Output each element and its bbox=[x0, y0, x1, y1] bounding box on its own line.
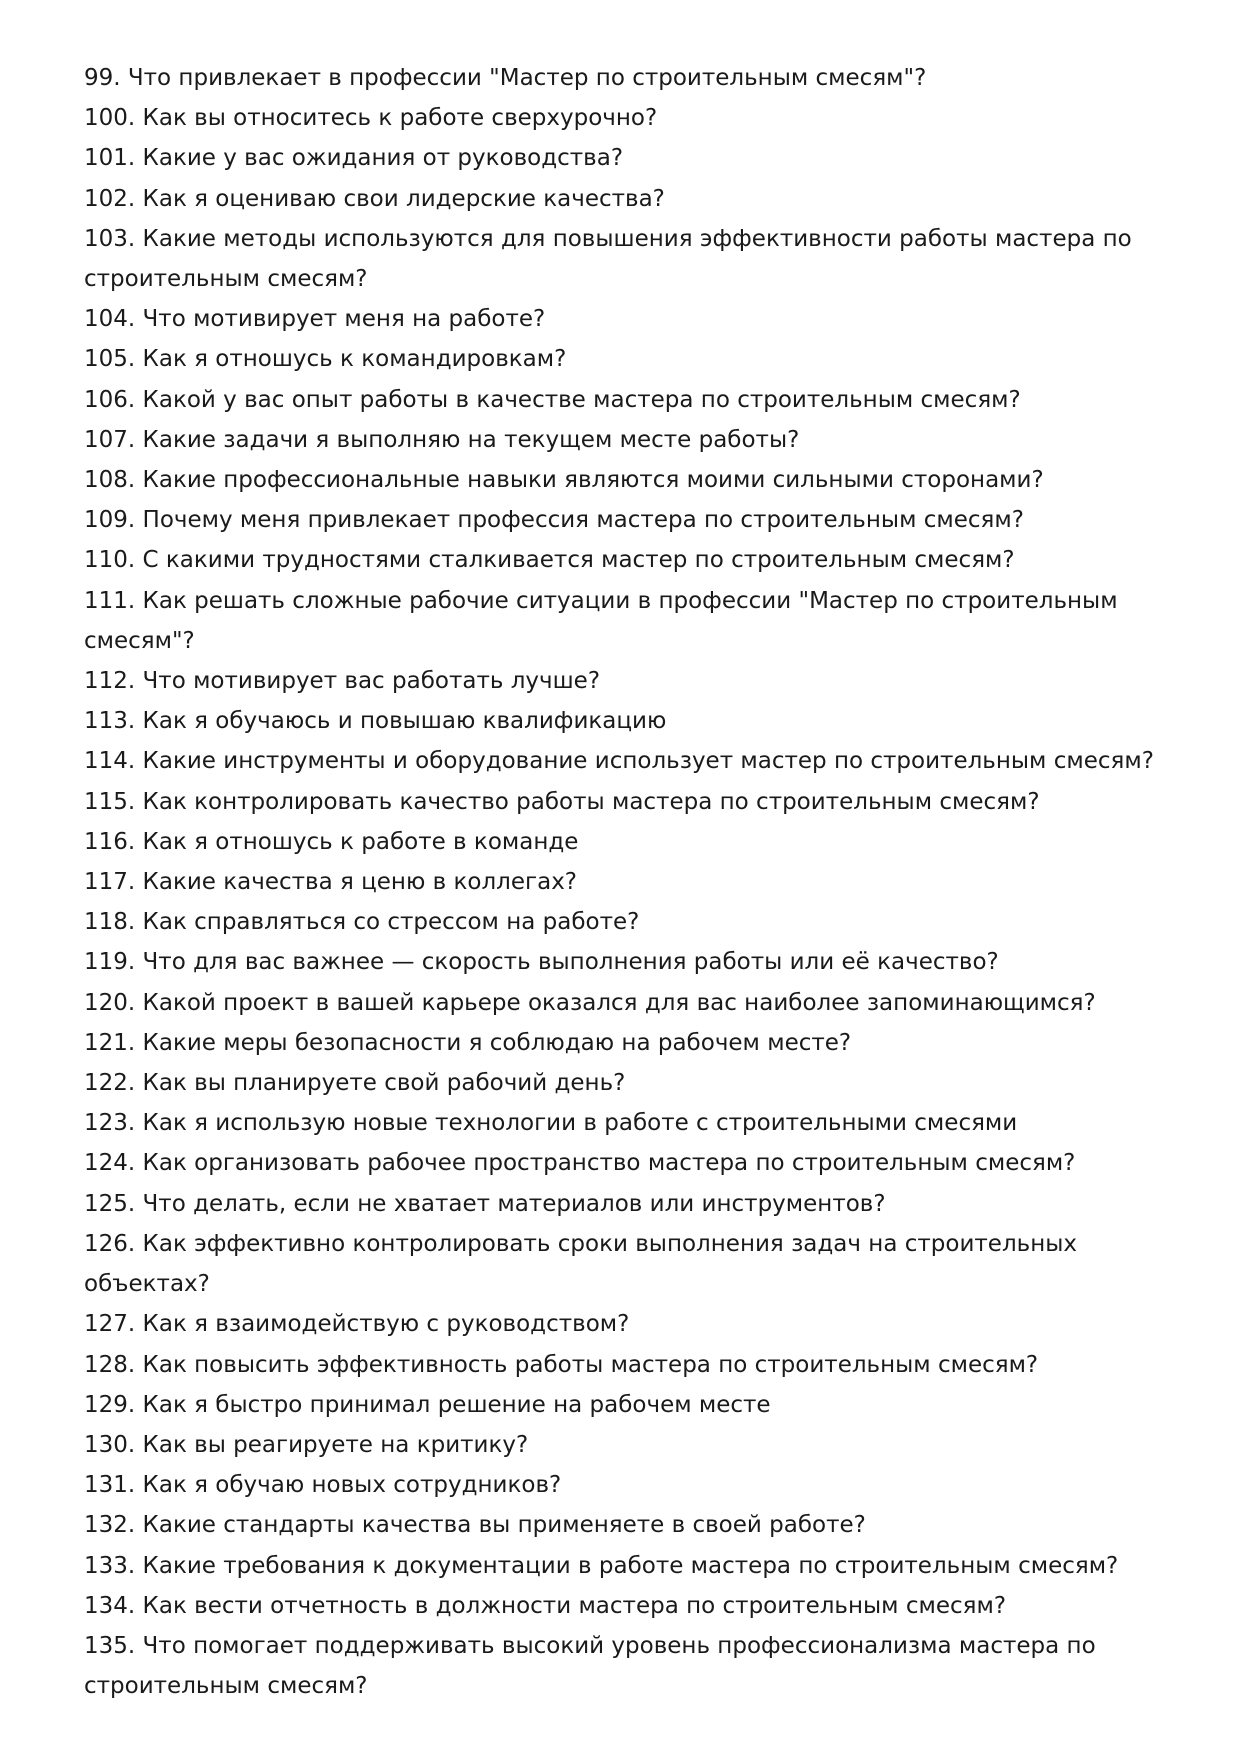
question-102: 102. Как я оцениваю свои лидерские качества? bbox=[84, 185, 665, 212]
question-117: 117. Какие качества я ценю в коллегах? bbox=[84, 869, 578, 896]
question-129: 129. Как я быстро принимал решение на рабочем месте bbox=[84, 1391, 771, 1418]
question-103: 103. Какие методы используются для повышения эффективности работы мастера по строительным смесям? bbox=[84, 225, 1132, 293]
question-112: 112. Что мотивирует вас работать лучше? bbox=[84, 668, 601, 695]
question-101: 101. Какие у вас ожидания от руководства? bbox=[84, 145, 624, 172]
question-113: 113. Как я обучаюсь и повышаю квалификацию bbox=[84, 708, 667, 735]
question-114: 114. Какие инструменты и оборудование использует мастер по строительным смесям? bbox=[84, 748, 1154, 775]
question-124: 124. Как организовать рабочее пространство мастера по строительным смесям? bbox=[84, 1150, 1076, 1177]
question-130: 130. Как вы реагируете на критику? bbox=[84, 1431, 529, 1458]
question-104: 104. Что мотивирует меня на работе? bbox=[84, 306, 546, 333]
question-list bbox=[84, 58, 1164, 1706]
question-99: 99. Что привлекает в профессии "Мастер по строительным смесям"? bbox=[84, 65, 927, 91]
question-123: 123. Как я использую новые технологии в работе с строительными смесями bbox=[84, 1110, 1018, 1137]
question-127: 127. Как я взаимодействую с руководством? bbox=[84, 1311, 630, 1338]
question-128: 128. Как повысить эффективность работы мастера по строительным смесям? bbox=[84, 1351, 1039, 1378]
question-125: 125. Что делать, если не хватает материалов или инструментов? bbox=[84, 1190, 886, 1217]
question-120: 120. Какой проект в вашей карьере оказался для вас наиболее запоминающимся? bbox=[84, 989, 1096, 1016]
question-105: 105. Как я отношусь к командировкам? bbox=[84, 346, 567, 373]
question-115: 115. Как контролировать качество работы мастера по строительным смесям? bbox=[84, 788, 1040, 815]
question-100: 100. Как вы относитесь к работе сверхурочно? bbox=[84, 105, 658, 132]
question-134: 134. Как вести отчетность в должности мастера по строительным смесям? bbox=[84, 1592, 1007, 1619]
question-131: 131. Как я обучаю новых сотрудников? bbox=[84, 1472, 562, 1499]
question-111: 111. Как решать сложные рабочие ситуации в профессии "Мастер по строительным смесям"? bbox=[84, 587, 1118, 654]
question-106: 106. Какой у вас опыт работы в качестве мастера по строительным смесям? bbox=[84, 386, 1021, 413]
question-110: 110. С какими трудностями сталкивается мастер по строительным смесям? bbox=[84, 547, 1015, 574]
question-109: 109. Почему меня привлекает профессия мастера по строительным смесям? bbox=[84, 507, 1024, 534]
question-132: 132. Какие стандарты качества вы применяете в своей работе? bbox=[84, 1512, 866, 1539]
question-107: 107. Какие задачи я выполняю на текущем месте работы? bbox=[84, 426, 800, 453]
question-121: 121. Какие меры безопасности я соблюдаю на рабочем месте? bbox=[84, 1029, 852, 1056]
question-135: 135. Что помогает поддерживать высокий уровень профессионализма мастера по строительным смесям? bbox=[84, 1632, 1096, 1700]
question-118: 118. Как справляться со стрессом на работе? bbox=[84, 909, 640, 936]
question-122: 122. Как вы планируете свой рабочий день? bbox=[84, 1070, 626, 1097]
question-108: 108. Какие профессиональные навыки являются моими сильными сторонами? bbox=[84, 467, 1044, 494]
question-126: 126. Как эффективно контролировать сроки выполнения задач на строительных объектах? bbox=[84, 1230, 1078, 1298]
question-133: 133. Какие требования к документации в работе мастера по строительным смесям? bbox=[84, 1552, 1119, 1579]
question-116: 116. Как я отношусь к работе в команде bbox=[84, 828, 579, 855]
question-119: 119. Что для вас важнее — скорость выполнения работы или её качество? bbox=[84, 949, 999, 976]
